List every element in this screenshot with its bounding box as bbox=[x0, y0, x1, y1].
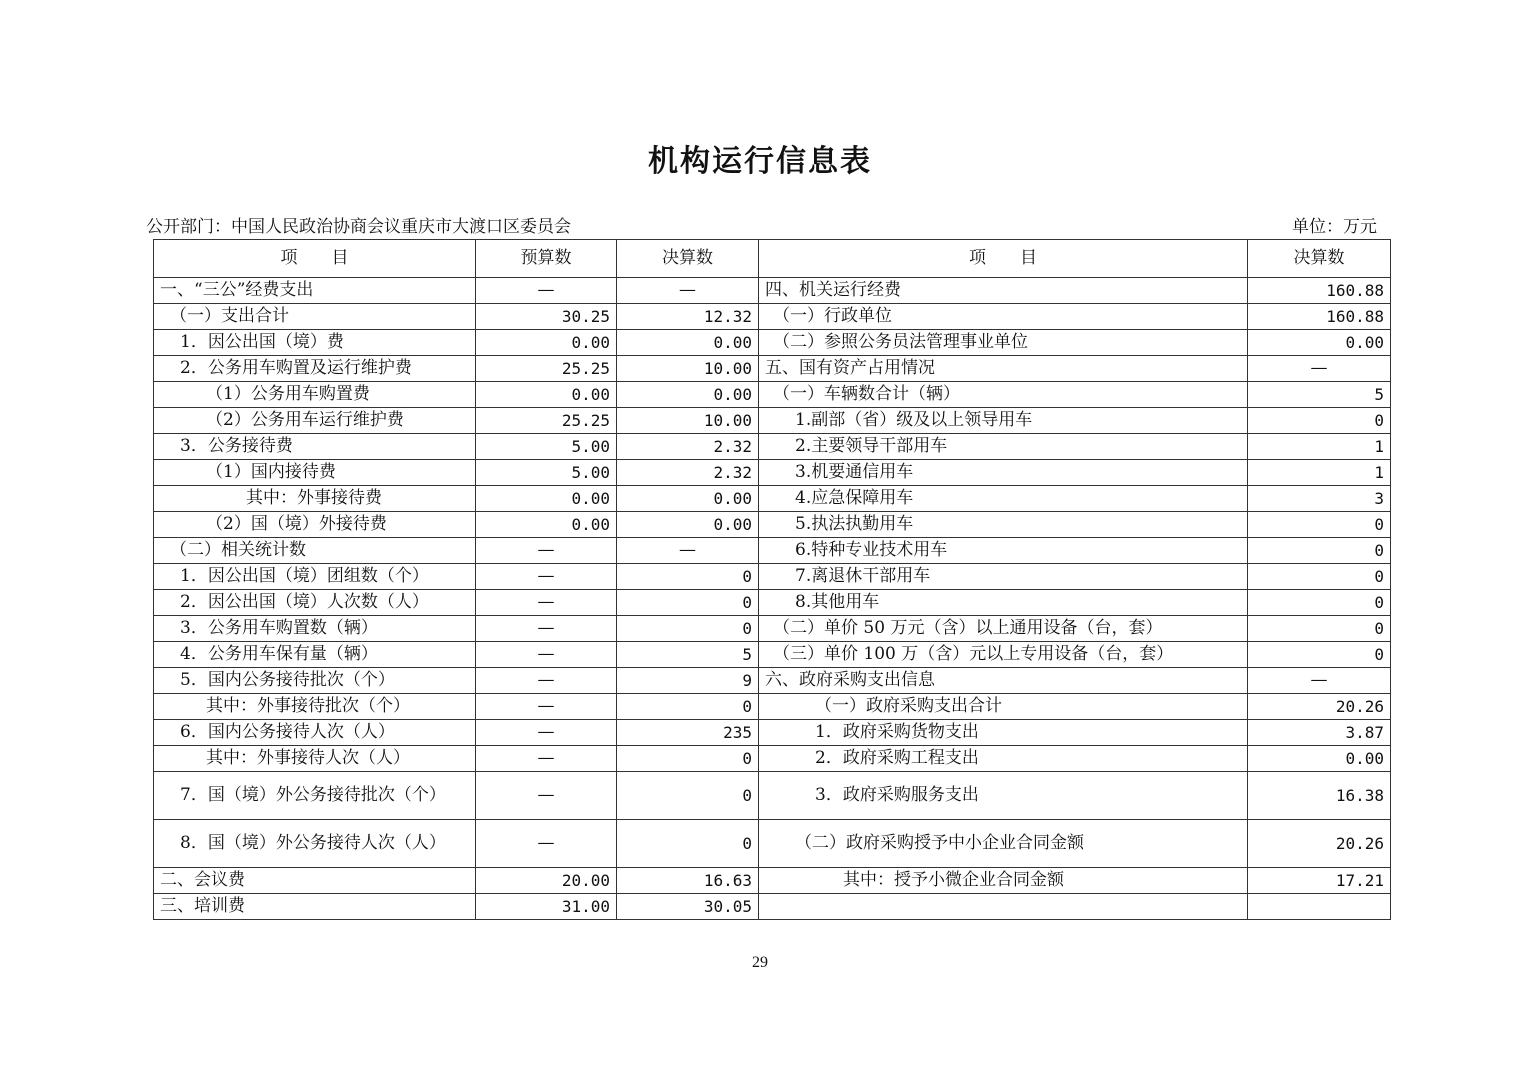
left-item: 二、会议费 bbox=[154, 868, 476, 894]
right-item: 1.副部（省）级及以上领导用车 bbox=[759, 408, 1248, 434]
left-final: 0 bbox=[617, 616, 759, 642]
right-item: （一）行政单位 bbox=[759, 304, 1248, 330]
header-budget: 预算数 bbox=[476, 240, 617, 278]
table-row bbox=[154, 564, 1391, 590]
left-item: （1）国内接待费 bbox=[154, 460, 476, 486]
page-number: 29 bbox=[752, 954, 768, 971]
table-row bbox=[154, 590, 1391, 616]
right-final: — bbox=[1248, 356, 1391, 382]
left-budget: 30.25 bbox=[476, 304, 617, 330]
table-row bbox=[154, 894, 1391, 920]
table-row bbox=[154, 330, 1391, 356]
right-item: （二）单价 50 万元（含）以上通用设备（台，套） bbox=[759, 616, 1248, 642]
left-item: 三、培训费 bbox=[154, 894, 476, 920]
left-item: 其中：外事接待费 bbox=[154, 486, 476, 512]
left-item: 一、“三公”经费支出 bbox=[154, 278, 476, 304]
left-budget: — bbox=[476, 642, 617, 668]
left-item: 6．国内公务接待人次（人） bbox=[154, 720, 476, 746]
left-budget: 5.00 bbox=[476, 460, 617, 486]
table-header-row bbox=[154, 240, 1391, 278]
unit-label: 单位：万元 bbox=[1292, 217, 1377, 237]
left-budget: 20.00 bbox=[476, 868, 617, 894]
table-row bbox=[154, 356, 1391, 382]
left-budget: 0.00 bbox=[476, 486, 617, 512]
right-item: 7.离退休干部用车 bbox=[759, 564, 1248, 590]
right-final: 16.38 bbox=[1248, 772, 1391, 820]
right-item: 2．政府采购工程支出 bbox=[759, 746, 1248, 772]
left-budget: 25.25 bbox=[476, 356, 617, 382]
left-item: （2）国（境）外接待费 bbox=[154, 512, 476, 538]
table-row bbox=[154, 642, 1391, 668]
right-item: 四、机关运行经费 bbox=[759, 278, 1248, 304]
left-budget: — bbox=[476, 746, 617, 772]
right-item: 2.主要领导干部用车 bbox=[759, 434, 1248, 460]
right-item: 5.执法执勤用车 bbox=[759, 512, 1248, 538]
header-final-right: 决算数 bbox=[1248, 240, 1391, 278]
left-item: （2）公务用车运行维护费 bbox=[154, 408, 476, 434]
left-final: 16.63 bbox=[617, 868, 759, 894]
left-item: 8．国（境）外公务接待人次（人） bbox=[154, 820, 476, 868]
right-final bbox=[1248, 894, 1391, 920]
right-final: 0 bbox=[1248, 564, 1391, 590]
left-final: 0 bbox=[617, 694, 759, 720]
right-item: （三）单价 100 万（含）元以上专用设备（台，套） bbox=[759, 642, 1248, 668]
left-budget: 5.00 bbox=[476, 434, 617, 460]
right-final: 1 bbox=[1248, 434, 1391, 460]
table-row bbox=[154, 278, 1391, 304]
right-item: （一）车辆数合计（辆） bbox=[759, 382, 1248, 408]
table-row bbox=[154, 408, 1391, 434]
left-final: 0.00 bbox=[617, 486, 759, 512]
right-item: （二）政府采购授予中小企业合同金额 bbox=[759, 820, 1248, 868]
header-final-left: 决算数 bbox=[617, 240, 759, 278]
right-item: 六、政府采购支出信息 bbox=[759, 668, 1248, 694]
left-budget: 0.00 bbox=[476, 382, 617, 408]
table-row bbox=[154, 720, 1391, 746]
left-budget: — bbox=[476, 278, 617, 304]
left-final: 235 bbox=[617, 720, 759, 746]
left-budget: — bbox=[476, 538, 617, 564]
right-final: 3.87 bbox=[1248, 720, 1391, 746]
right-final: 5 bbox=[1248, 382, 1391, 408]
left-final: 12.32 bbox=[617, 304, 759, 330]
left-budget: — bbox=[476, 820, 617, 868]
right-final: 20.26 bbox=[1248, 820, 1391, 868]
table-row bbox=[154, 486, 1391, 512]
left-budget: — bbox=[476, 720, 617, 746]
header-item-right: 项 目 bbox=[759, 240, 1248, 278]
left-budget: 0.00 bbox=[476, 512, 617, 538]
left-budget: — bbox=[476, 668, 617, 694]
right-final: 0 bbox=[1248, 616, 1391, 642]
right-item: 五、国有资产占用情况 bbox=[759, 356, 1248, 382]
right-final: 17.21 bbox=[1248, 868, 1391, 894]
left-budget: — bbox=[476, 564, 617, 590]
institution-operation-table bbox=[153, 239, 1391, 920]
right-item: 其中：授予小微企业合同金额 bbox=[759, 868, 1248, 894]
right-final: 0 bbox=[1248, 512, 1391, 538]
right-item: （二）参照公务员法管理事业单位 bbox=[759, 330, 1248, 356]
left-item: （1）公务用车购置费 bbox=[154, 382, 476, 408]
left-item: 其中：外事接待批次（个） bbox=[154, 694, 476, 720]
left-budget: 25.25 bbox=[476, 408, 617, 434]
right-final: 0.00 bbox=[1248, 330, 1391, 356]
right-item: 1．政府采购货物支出 bbox=[759, 720, 1248, 746]
left-item: 5．国内公务接待批次（个） bbox=[154, 668, 476, 694]
left-final: 0 bbox=[617, 590, 759, 616]
left-item: （二）相关统计数 bbox=[154, 538, 476, 564]
right-final: 0.00 bbox=[1248, 746, 1391, 772]
right-final: — bbox=[1248, 668, 1391, 694]
left-final: 30.05 bbox=[617, 894, 759, 920]
page-title: 机构运行信息表 bbox=[648, 144, 872, 179]
table-row bbox=[154, 820, 1391, 868]
right-final: 0 bbox=[1248, 642, 1391, 668]
left-final: — bbox=[617, 538, 759, 564]
right-final: 0 bbox=[1248, 408, 1391, 434]
left-item: 1．因公出国（境）费 bbox=[154, 330, 476, 356]
left-budget: — bbox=[476, 772, 617, 820]
left-item: 4．公务用车保有量（辆） bbox=[154, 642, 476, 668]
table-row bbox=[154, 616, 1391, 642]
left-final: 0 bbox=[617, 772, 759, 820]
right-item: 6.特种专业技术用车 bbox=[759, 538, 1248, 564]
right-final: 160.88 bbox=[1248, 278, 1391, 304]
left-final: 0 bbox=[617, 746, 759, 772]
left-item: 2．因公出国（境）人次数（人） bbox=[154, 590, 476, 616]
right-item: （一）政府采购支出合计 bbox=[759, 694, 1248, 720]
left-final: 0 bbox=[617, 820, 759, 868]
table-row bbox=[154, 746, 1391, 772]
left-budget: — bbox=[476, 616, 617, 642]
right-item: 3．政府采购服务支出 bbox=[759, 772, 1248, 820]
left-item: （一）支出合计 bbox=[154, 304, 476, 330]
left-item: 2．公务用车购置及运行维护费 bbox=[154, 356, 476, 382]
left-final: — bbox=[617, 278, 759, 304]
left-budget: 31.00 bbox=[476, 894, 617, 920]
right-item: 3.机要通信用车 bbox=[759, 460, 1248, 486]
table-row bbox=[154, 668, 1391, 694]
left-final: 5 bbox=[617, 642, 759, 668]
left-final: 0.00 bbox=[617, 382, 759, 408]
table-row bbox=[154, 304, 1391, 330]
right-final: 0 bbox=[1248, 538, 1391, 564]
table-row bbox=[154, 512, 1391, 538]
left-item: 7．国（境）外公务接待批次（个） bbox=[154, 772, 476, 820]
left-final: 2.32 bbox=[617, 434, 759, 460]
left-budget: — bbox=[476, 590, 617, 616]
department-label: 公开部门：中国人民政治协商会议重庆市大渡口区委员会 bbox=[146, 217, 571, 237]
right-final: 160.88 bbox=[1248, 304, 1391, 330]
table-row bbox=[154, 538, 1391, 564]
right-final: 20.26 bbox=[1248, 694, 1391, 720]
left-budget: 0.00 bbox=[476, 330, 617, 356]
left-final: 10.00 bbox=[617, 408, 759, 434]
table-row bbox=[154, 694, 1391, 720]
table-row bbox=[154, 868, 1391, 894]
left-final: 10.00 bbox=[617, 356, 759, 382]
right-item: 4.应急保障用车 bbox=[759, 486, 1248, 512]
left-item: 3．公务用车购置数（辆） bbox=[154, 616, 476, 642]
left-item: 3．公务接待费 bbox=[154, 434, 476, 460]
left-budget: — bbox=[476, 694, 617, 720]
left-item: 1．因公出国（境）团组数（个） bbox=[154, 564, 476, 590]
right-item bbox=[759, 894, 1248, 920]
table-row bbox=[154, 772, 1391, 820]
left-final: 9 bbox=[617, 668, 759, 694]
left-final: 2.32 bbox=[617, 460, 759, 486]
right-item: 8.其他用车 bbox=[759, 590, 1248, 616]
table-row bbox=[154, 382, 1391, 408]
right-final: 1 bbox=[1248, 460, 1391, 486]
table-row bbox=[154, 434, 1391, 460]
left-final: 0.00 bbox=[617, 330, 759, 356]
left-final: 0.00 bbox=[617, 512, 759, 538]
left-final: 0 bbox=[617, 564, 759, 590]
right-final: 0 bbox=[1248, 590, 1391, 616]
header-item-left: 项 目 bbox=[154, 240, 476, 278]
right-final: 3 bbox=[1248, 486, 1391, 512]
table-row bbox=[154, 460, 1391, 486]
left-item: 其中：外事接待人次（人） bbox=[154, 746, 476, 772]
